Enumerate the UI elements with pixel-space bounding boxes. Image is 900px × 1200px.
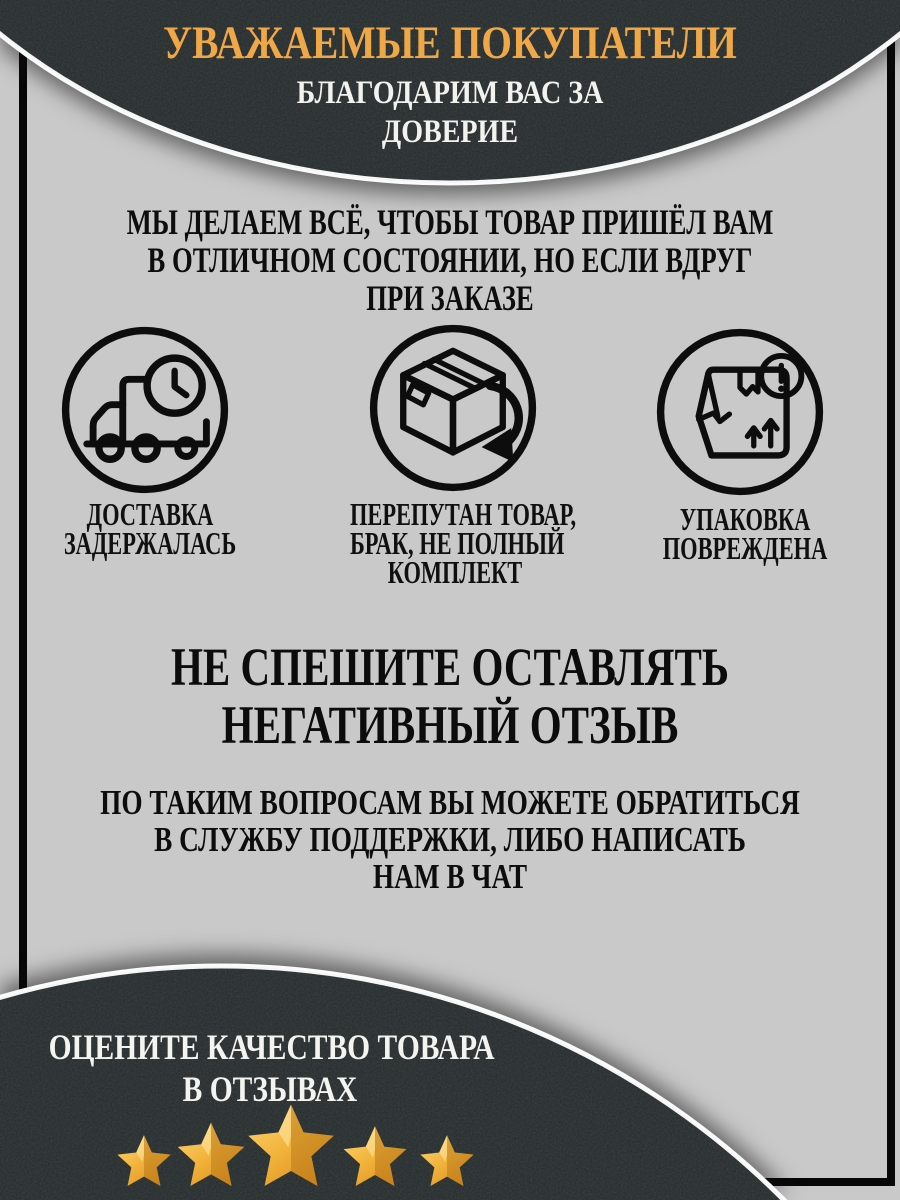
caption-line: ЗАДЕРЖАЛАСЬ	[63, 525, 237, 561]
header-subtitle-line: БЛАГОДАРИМ ВАС ЗА	[296, 75, 604, 111]
footer-title-line: В ОТЗЫВАХ	[182, 1069, 358, 1109]
support-line: НАМ В ЧАТ	[372, 857, 528, 896]
header-subtitle-line: ДОВЕРИЕ	[381, 114, 519, 150]
caption-line: ПОВРЕЖДЕНА	[662, 530, 828, 566]
header-subtitle	[0, 74, 900, 152]
caption-line: КОМПЛЕКТ	[387, 554, 523, 590]
issue-card-delivery	[55, 320, 235, 500]
issue-caption-damaged	[595, 501, 895, 566]
issue-caption-wrong-item	[305, 496, 605, 590]
intro-line: ПРИ ЗАКАЗЕ	[366, 278, 534, 318]
intro-text	[0, 203, 900, 317]
wrong-item-icon	[363, 318, 543, 498]
headline-line: НЕГАТИВНЫЙ ОТЗЫВ	[221, 695, 679, 755]
delivery-delayed-icon	[55, 320, 235, 500]
support-line: ПО ТАКИМ ВОПРОСАМ ВЫ МОЖЕТЕ ОБРАТИТЬСЯ	[100, 783, 800, 822]
issue-caption-delivery	[20, 496, 280, 561]
caption-line: ПЕРЕПУТАН ТОВАР,	[350, 496, 577, 532]
issue-card-wrong-item	[363, 318, 543, 498]
damaged-package-icon	[650, 322, 830, 502]
issue-card-damaged	[650, 322, 830, 502]
footer-title-line: ОЦЕНИТЕ КАЧЕСТВО ТОВАРА	[48, 1027, 495, 1067]
caption-line: УПАКОВКА	[679, 501, 811, 537]
intro-line: В ОТЛИЧНОМ СОСТОЯНИИ, НО ЕСЛИ ВДРУГ	[147, 240, 753, 280]
footer-title	[0, 1026, 540, 1110]
intro-line: МЫ ДЕЛАЕМ ВСЁ, ЧТОБЫ ТОВАР ПРИШЁЛ ВАМ	[126, 202, 774, 242]
support-line: В СЛУЖБУ ПОДДЕРЖКИ, ЛИБО НАПИСАТЬ	[154, 820, 746, 859]
header-title-text: УВАЖАЕМЫЕ ПОКУПАТЕЛИ	[163, 17, 737, 69]
headline-line: НЕ СПЕШИТЕ ОСТАВЛЯТЬ	[170, 637, 730, 697]
header-title	[0, 18, 900, 68]
caption-line: ДОСТАВКА	[86, 496, 214, 532]
main-headline	[0, 638, 900, 754]
caption-line: БРАК, НЕ ПОЛНЫЙ	[350, 525, 565, 561]
support-text	[0, 784, 900, 895]
